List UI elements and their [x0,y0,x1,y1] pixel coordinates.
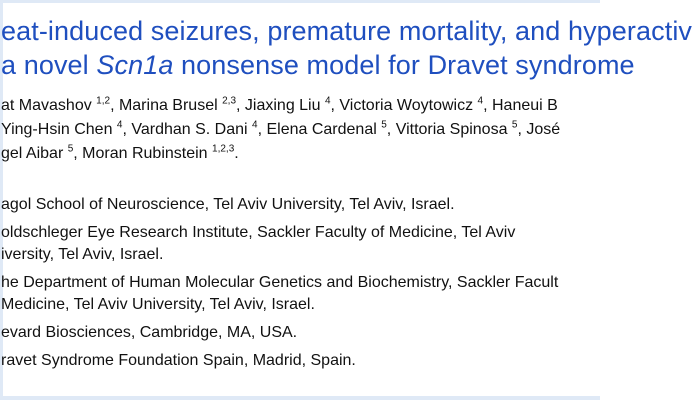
affiliation-line [1,224,515,242]
affiliation-text: agol School of Neuroscience, Tel Aviv University, Tel Aviv, Israel. [1,196,455,213]
author-name: , Jiaxing Liu [236,97,325,114]
gene-name: Scn1a [96,50,174,80]
affiliation-line [1,246,163,264]
paper-title-line-2 [1,50,635,81]
author-affiliation-sup: 4 [324,95,331,107]
author-name: , Vittoria Spinosa [386,121,512,138]
author-name: gel Aibar [1,145,68,162]
author-line-1 [1,97,558,115]
title-line-2-prefix: a novel [1,50,97,80]
author-affiliation-sup: 1,2 [96,95,111,107]
author-affiliation-sup: 5 [511,119,518,131]
author-name: , Haneui B [483,97,558,114]
paper-title-line-1 [1,16,692,47]
title-line-1-text: eat-induced seizures, premature mortality, and hyperactiv [1,16,692,46]
title-line-2-suffix: nonsense model for Dravet syndrome [173,50,635,80]
affiliation-line [1,274,558,292]
affiliation-line [1,196,455,214]
frame-border-top [0,0,600,3]
author-name: , Victoria Woytowicz [330,97,478,114]
author-affiliation-sup: 1,2,3 [212,143,235,155]
affiliation-text: iversity, Tel Aviv, Israel. [1,246,164,263]
author-name: Ying-Hsin Chen [1,121,117,138]
affiliation-text: he Department of Human Molecular Genetics and Biochemistry, Sackler Facult [1,274,559,291]
affiliation-text: Medicine, Tel Aviv University, Tel Aviv, Israel. [1,296,315,313]
author-affiliation-sup: 4 [477,95,484,107]
affiliation-text: ravet Syndrome Foundation Spain, Madrid, Spain. [1,352,356,369]
author-affiliation-sup: 4 [116,119,123,131]
affiliation-line [1,324,297,342]
author-name: , Elena Cardenal [257,121,382,138]
author-affiliation-sup: 4 [252,119,258,131]
author-affiliation-sup: 5 [67,143,74,155]
author-line-2 [1,121,560,139]
author-affiliation-sup: 5 [381,119,387,131]
author-line-3 [1,145,239,163]
frame-border-bottom [0,396,600,400]
author-affiliation-sup: 2,3 [222,95,237,107]
affiliation-line [1,352,356,370]
author-name: , Moran Rubinstein [73,145,213,162]
author-name: at Mavashov [1,97,97,114]
author-name: . [234,145,239,162]
affiliation-text: evard Biosciences, Cambridge, MA, USA. [1,324,298,341]
affiliation-line [1,296,315,314]
author-name: , Marina Brusel [110,97,223,114]
affiliation-text: oldschleger Eye Research Institute, Sackler Faculty of Medicine, Tel Aviv [1,224,516,241]
author-name: , Vardhan S. Dani [122,121,253,138]
author-name: , José [517,121,561,138]
